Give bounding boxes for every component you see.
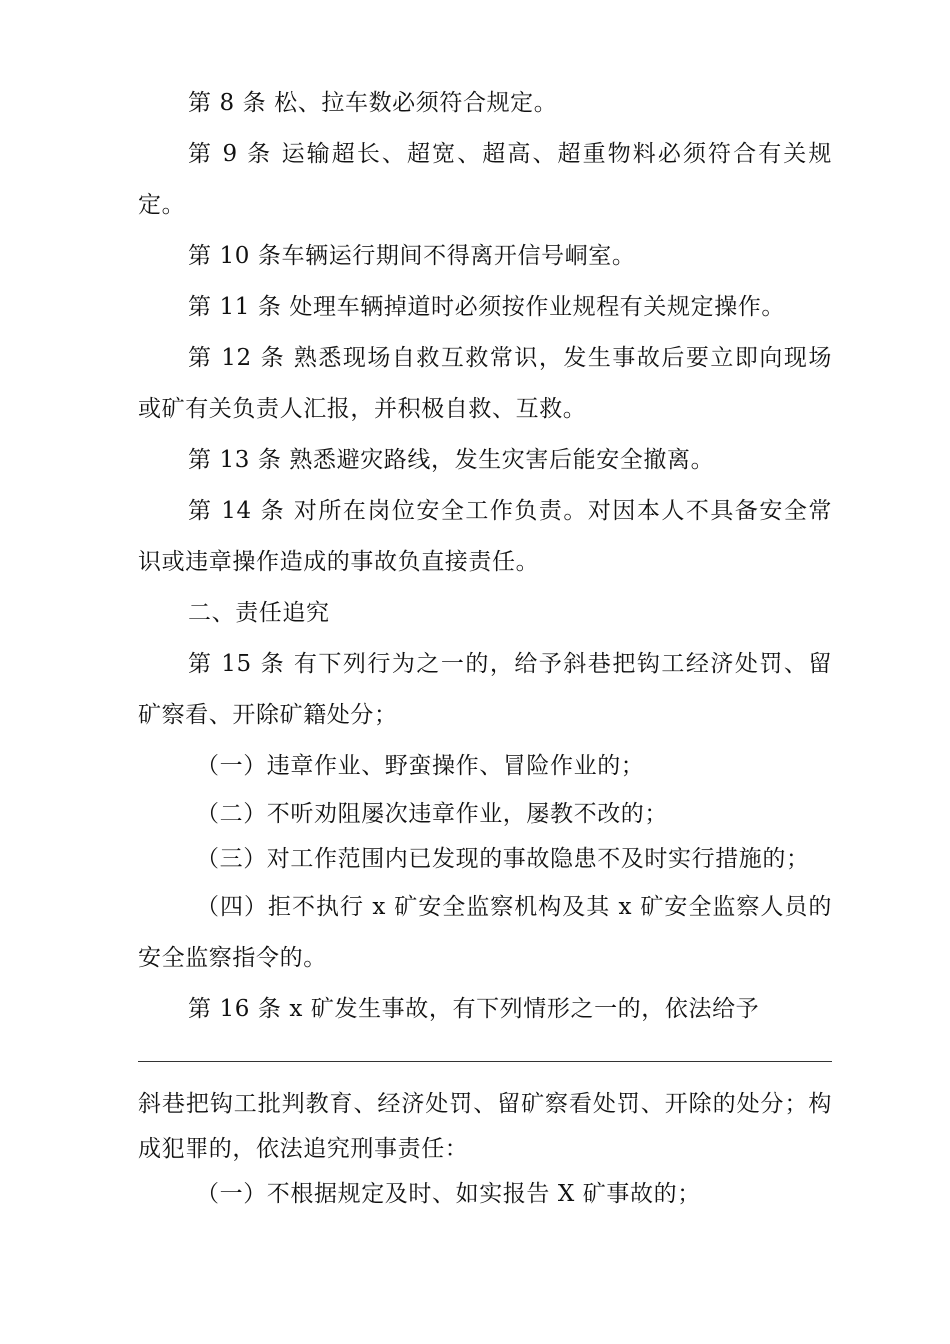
article-16-item-1: （一）不根据规定及时、如实报告 X 矿事故的；	[196, 1181, 701, 1207]
article-8: 第 8 条 松、拉车数必须符合规定。	[188, 90, 558, 116]
document-body-bottom	[138, 1082, 832, 1217]
article-12: 第 12 条 熟悉现场自救互救常识，发生事故后要立即向现场或矿有关负责人汇报，并积极自救、互救。	[138, 345, 832, 422]
article-9: 第 9 条 运输超长、超宽、超高、超重物料必须符合有关规定。	[138, 141, 832, 218]
article-14: 第 14 条 对所在岗位安全工作负责。对因本人不具备安全常识或违章操作造成的事故负直接责任。	[138, 498, 832, 575]
article-11: 第 11 条 处理车辆掉道时必须按作业规程有关规定操作。	[188, 294, 785, 320]
document-body-top	[138, 78, 832, 1035]
article-16-continuation: 斜巷把钩工批判教育、经济处罚、留矿察看处罚、开除的处分；构成犯罪的，依法追究刑事责任：	[138, 1091, 832, 1162]
page-divider	[138, 1061, 832, 1062]
section-heading-responsibility: 二、责任追究	[188, 600, 330, 626]
article-15-item-1: （一）违章作业、野蛮操作、冒险作业的；	[196, 753, 645, 779]
article-15-item-3: （三）对工作范围内已发现的事故隐患不及时实行措施的；	[196, 846, 810, 872]
article-10: 第 10 条车辆运行期间不得离开信号峒室。	[188, 243, 636, 269]
article-15: 第 15 条 有下列行为之一的，给予斜巷把钩工经济处罚、留矿察看、开除矿籍处分；	[138, 651, 832, 728]
article-15-item-4: （四）拒不执行 x 矿安全监察机构及其 x 矿安全监察人员的安全监察指令的。	[138, 894, 832, 971]
article-16-start: 第 16 条 x 矿发生事故，有下列情形之一的，依法给予	[188, 996, 760, 1022]
article-15-item-2: （二）不听劝阻屡次违章作业，屡教不改的；	[196, 801, 668, 827]
article-13: 第 13 条 熟悉避灾路线，发生灾害后能安全撤离。	[188, 447, 715, 473]
